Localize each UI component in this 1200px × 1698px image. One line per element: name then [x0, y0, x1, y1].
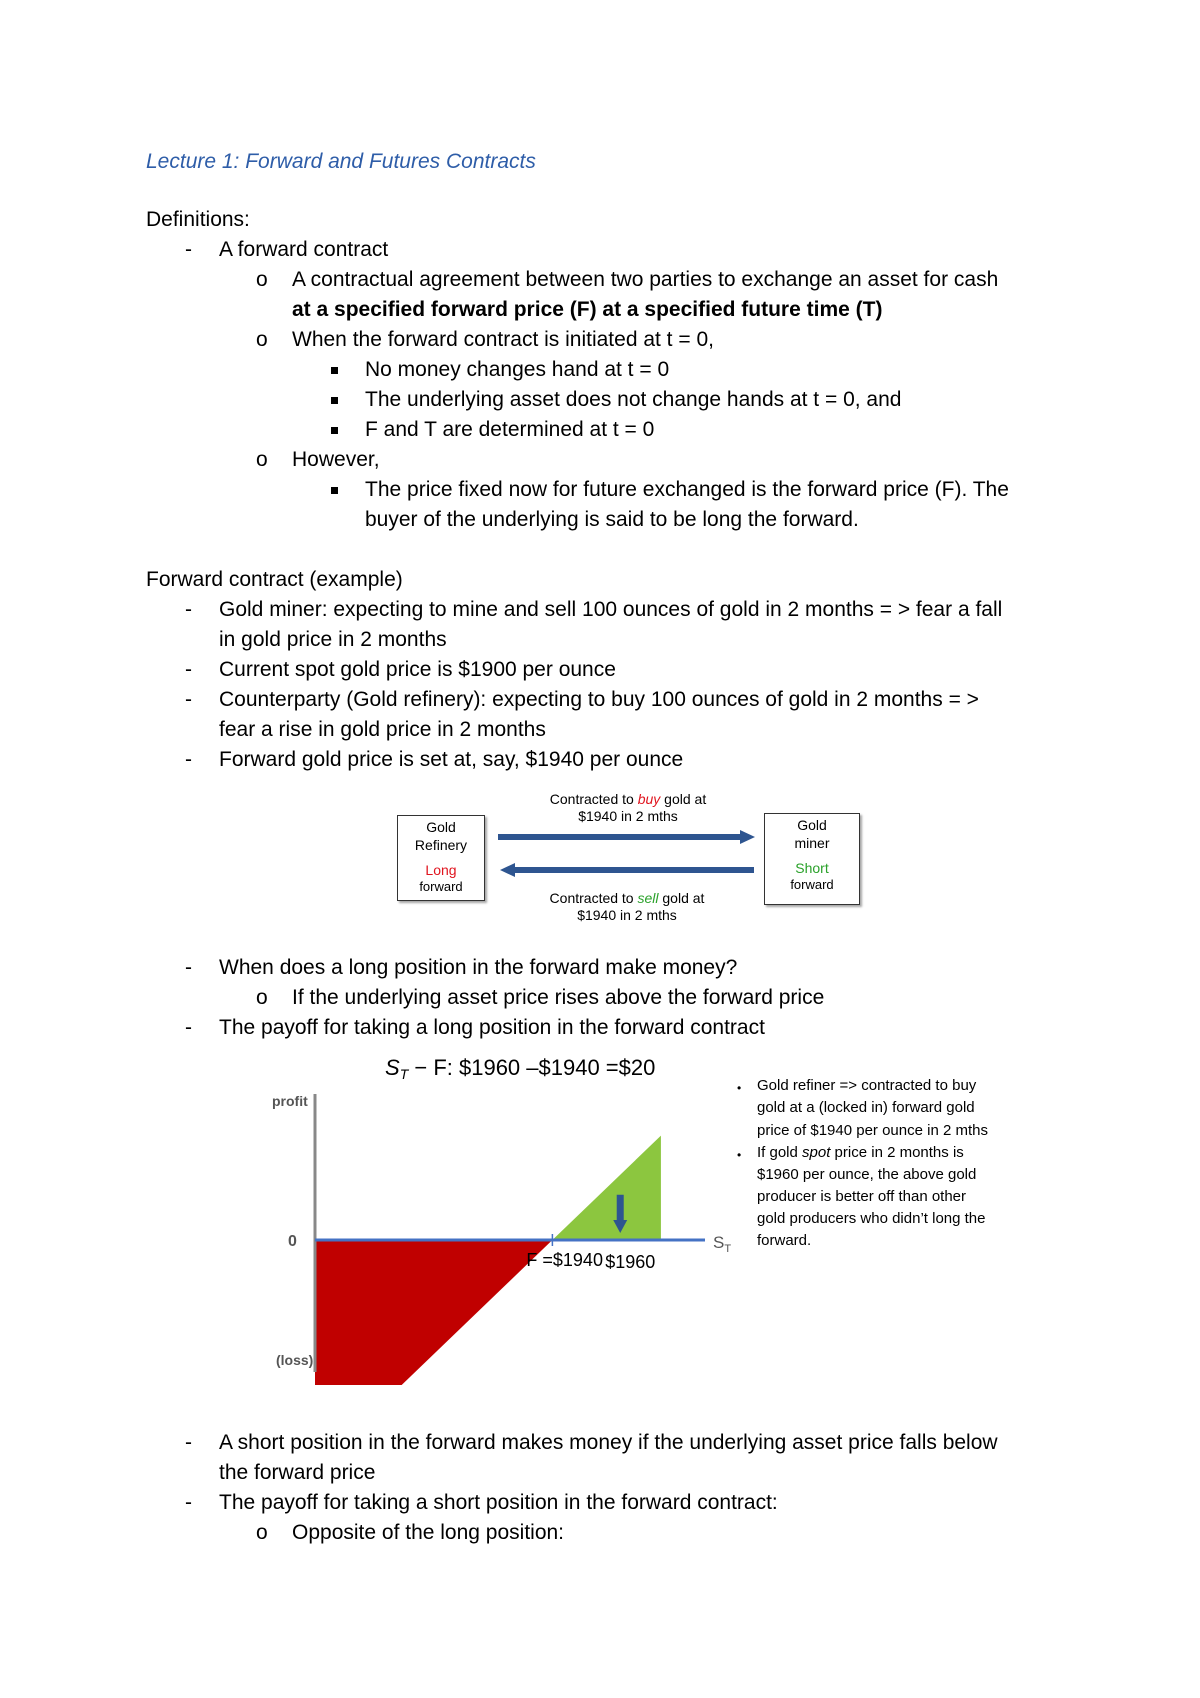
bottom-label-sell: sell	[637, 890, 659, 906]
short-sub1: Opposite of the long position:	[292, 1521, 565, 1544]
gold-miner-line4: forward	[790, 877, 834, 892]
y-label-loss: (loss)	[276, 1352, 314, 1368]
spot-price-label: $1960	[605, 1252, 656, 1272]
dash-bullet: -	[185, 1431, 192, 1454]
gold-refinery-box	[397, 815, 485, 901]
example-heading: Forward contract (example)	[146, 568, 403, 591]
gold-refinery-line2: Refinery	[414, 837, 468, 853]
bottom-label-post: gold at	[658, 890, 705, 906]
top-label-pre: Contracted to	[549, 791, 638, 807]
note2-line2: $1960 per ounce, the above gold	[757, 1166, 977, 1183]
example-item2: Current spot gold price is $1900 per ounce	[219, 658, 616, 681]
dash-bullet: -	[185, 748, 192, 771]
circle-bullet: o	[256, 268, 268, 291]
dash-bullet: -	[185, 658, 192, 681]
def-item-forward-contract: A forward contract	[219, 238, 389, 261]
example-item4: Forward gold price is set at, say, $1940 per ounce	[219, 748, 684, 771]
bottom-label-pre: Contracted to	[549, 890, 638, 906]
gold-miner-line1: Gold	[797, 817, 827, 833]
note2-post: price in 2 months is	[830, 1144, 964, 1161]
forward-price-label: F =$1940	[526, 1250, 603, 1270]
square-bullet	[331, 397, 338, 404]
def-sub3: However,	[292, 448, 380, 471]
square-bullet	[331, 367, 338, 374]
dash-bullet: -	[185, 956, 192, 979]
dash-bullet: -	[185, 1491, 192, 1514]
def-bullet2: The underlying asset does not change hands at t = 0, and	[365, 388, 902, 411]
square-bullet	[331, 487, 338, 494]
top-label-post: gold at	[660, 791, 707, 807]
long-payoff: The payoff for taking a long position in the forward contract	[219, 1016, 765, 1039]
note1-line2: gold at a (locked in) forward gold	[757, 1099, 975, 1116]
short-item1-line2: the forward price	[219, 1461, 376, 1484]
contract-arrows	[490, 820, 770, 900]
note2-spot: spot	[802, 1144, 831, 1161]
note1-line3: price of $1940 per ounce in 2 mths	[757, 1122, 988, 1139]
gold-miner-line2: miner	[794, 835, 830, 851]
circle-bullet: o	[256, 1521, 268, 1544]
dash-bullet: -	[185, 688, 192, 711]
top-label-buy: buy	[637, 791, 661, 807]
sell-arrow-head	[500, 863, 515, 877]
gold-miner-box	[764, 813, 860, 905]
circle-bullet: o	[256, 986, 268, 1009]
long-answer: If the underlying asset price rises above the forward price	[292, 986, 825, 1009]
note1-line1: Gold refiner => contracted to buy	[757, 1077, 977, 1094]
short-item2: The payoff for taking a short position in the forward contract:	[219, 1491, 778, 1514]
example-item3-line1: Counterparty (Gold refinery): expecting to buy 100 ounces of gold in 2 months = >	[219, 688, 979, 711]
def-bullet3: F and T are determined at t = 0	[365, 418, 655, 441]
definitions-heading: Definitions:	[146, 208, 250, 231]
example-item3-line2: fear a rise in gold price in 2 months	[219, 718, 546, 741]
circle-bullet: o	[256, 328, 268, 351]
dash-bullet: -	[185, 238, 192, 261]
y-label-zero: 0	[288, 1233, 297, 1250]
loss-region	[315, 1240, 552, 1385]
top-label-line2: $1940 in 2 mths	[578, 808, 678, 824]
def-bullet4-line1: The price fixed now for future exchanged is the forward price (F). The	[365, 478, 1009, 501]
note-bullet: •	[737, 1081, 742, 1095]
gold-refinery-line4: forward	[419, 879, 463, 894]
long-label: Long	[425, 862, 457, 878]
profit-region	[552, 1136, 661, 1240]
note2-pre: If gold	[757, 1144, 803, 1161]
note2-line5: forward.	[757, 1232, 812, 1249]
short-item1-line1: A short position in the forward makes money if the underlying asset price falls below	[219, 1431, 998, 1454]
buy-arrow-head	[740, 830, 755, 844]
note2-line4: gold producers who didn’t long the	[757, 1210, 986, 1227]
note-bullet: •	[737, 1148, 742, 1162]
def-sub1-line1: A contractual agreement between two parties to exchange an asset for cash	[292, 268, 999, 291]
dash-bullet: -	[185, 1016, 192, 1039]
long-payoff-chart	[260, 1050, 760, 1385]
def-bullet4-line2: buyer of the underlying is said to be long the forward.	[365, 508, 859, 531]
def-bullet1: No money changes hand at t = 0	[365, 358, 670, 381]
bottom-label-line2: $1940 in 2 mths	[577, 907, 677, 923]
example-item1-line2: in gold price in 2 months	[219, 628, 447, 651]
square-bullet	[331, 427, 338, 434]
example-item1-line1: Gold miner: expecting to mine and sell 100 ounces of gold in 2 months = > fear a fall	[219, 598, 1003, 621]
circle-bullet: o	[256, 448, 268, 471]
note2-line1	[757, 1142, 964, 1165]
x-axis-label: $S_T$	[713, 1233, 732, 1255]
dash-bullet: -	[185, 598, 192, 621]
note2-line3: producer is better off than other	[757, 1188, 967, 1205]
def-sub2: When the forward contract is initiated at t = 0,	[292, 328, 714, 351]
def-sub1-line2: at a specified forward price (F) at a specified future time (T)	[292, 298, 883, 321]
chart-title: ST − F: $1960 –$1940 =$20	[385, 1055, 656, 1082]
long-question: When does a long position in the forward make money?	[219, 956, 738, 979]
gold-refinery-line1: Gold	[426, 819, 456, 835]
y-label-profit: profit	[272, 1093, 308, 1109]
page-title: Lecture 1: Forward and Futures Contracts	[146, 150, 536, 173]
short-label: Short	[795, 860, 829, 876]
